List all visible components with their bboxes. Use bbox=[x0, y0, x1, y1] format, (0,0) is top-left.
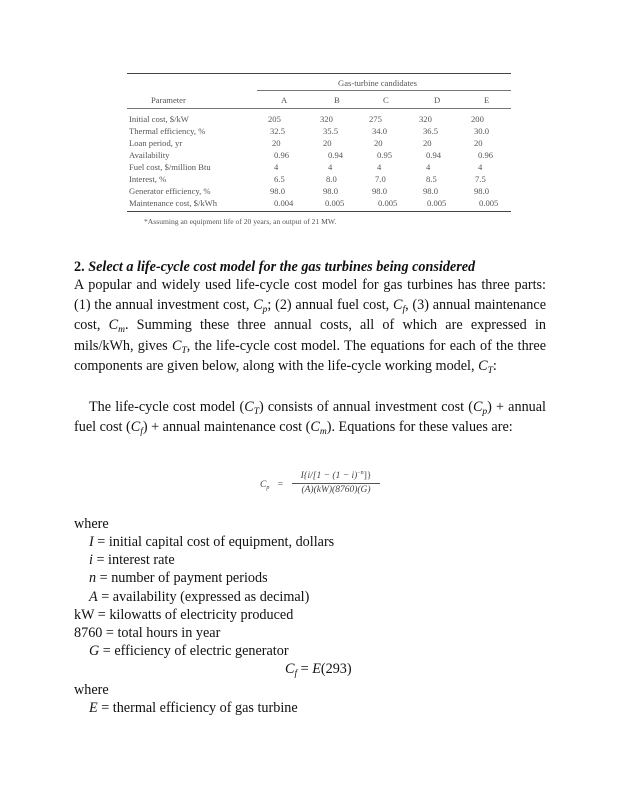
table-cell: 36.5 bbox=[423, 126, 439, 136]
col-header-d: D bbox=[434, 95, 441, 105]
table-cell: 320 bbox=[419, 114, 432, 124]
def-symbol: A bbox=[89, 589, 98, 605]
eq-numerator bbox=[292, 470, 380, 481]
table-cell: 20 bbox=[474, 138, 483, 148]
def-text: = thermal efficiency of gas turbine bbox=[97, 700, 298, 716]
eq-lhs-sub: p bbox=[266, 485, 270, 491]
symbol: C bbox=[478, 357, 488, 374]
col-header-a: A bbox=[281, 95, 288, 105]
table-cell: 0.004 bbox=[274, 198, 294, 208]
table-cell: 0.96 bbox=[478, 150, 494, 160]
table-cell: 98.0 bbox=[323, 186, 339, 196]
subscript: f bbox=[140, 427, 143, 438]
subscript: f bbox=[402, 305, 406, 316]
symbol: C bbox=[244, 399, 254, 415]
header-rule bbox=[127, 108, 511, 109]
def-text: = initial capital cost of equipment, dollars bbox=[93, 534, 335, 550]
subscript: p bbox=[482, 407, 488, 417]
subscript: T bbox=[253, 407, 259, 417]
eq2-lhs: C bbox=[285, 661, 295, 677]
col-header-c: C bbox=[383, 95, 389, 105]
eq-denominator bbox=[292, 485, 380, 495]
text-run: ). Equations for these values are: bbox=[326, 419, 513, 436]
text-run: ; (2) annual fuel cost, bbox=[267, 297, 393, 314]
row-label: Interest, % bbox=[129, 174, 167, 184]
def-text: = efficiency of electric generator bbox=[99, 643, 289, 659]
eq-exponent: −n bbox=[357, 470, 364, 476]
table-cell: 6.5 bbox=[274, 174, 285, 184]
text-run: A popular and widely used life-cycle cost model for gas turbines has three parts: (1) the annual investment cost, bbox=[74, 277, 546, 314]
param-header: Parameter bbox=[151, 95, 186, 105]
where-label-2: where bbox=[74, 682, 109, 698]
section-heading bbox=[74, 258, 475, 276]
table-cell: 0.005 bbox=[479, 198, 499, 208]
def-symbol: E bbox=[89, 700, 98, 716]
row-label: Initial cost, $/kW bbox=[129, 114, 189, 124]
section-title: Select a life-cycle cost model for the gas turbines being considered bbox=[88, 259, 476, 275]
col-header-b: B bbox=[334, 95, 340, 105]
definition-a bbox=[89, 588, 309, 606]
eq2-equals: = bbox=[297, 661, 313, 677]
eq2-symbol: E bbox=[312, 661, 321, 677]
definition-g bbox=[89, 642, 289, 660]
eq2-sub: f bbox=[294, 669, 298, 679]
text-run: , the life-cycle cost model. The equations for each of the three components are given below, along with the life-cycle working model, bbox=[74, 337, 546, 374]
table-cell: 8.0 bbox=[326, 174, 337, 184]
table-cell: 20 bbox=[374, 138, 383, 148]
text-run: : bbox=[492, 357, 497, 374]
text-run: ) consists of annual investment cost ( bbox=[258, 399, 473, 415]
text-run: The life-cycle cost model ( bbox=[89, 399, 245, 415]
eq-lhs: C bbox=[260, 480, 267, 490]
def-text: = number of payment periods bbox=[96, 570, 268, 586]
section-number: 2. bbox=[74, 259, 85, 275]
row-label: Loan period, yr bbox=[129, 138, 183, 148]
text-run: , (3) annual maintenance cost, bbox=[74, 297, 546, 334]
text-run: ) + annual maintenance cost ( bbox=[142, 419, 311, 436]
table-cell: 98.0 bbox=[423, 186, 439, 196]
table-cell: 7.0 bbox=[375, 174, 386, 184]
symbol: C bbox=[108, 317, 119, 334]
table-cell: 7.5 bbox=[475, 174, 486, 184]
table-cell: 320 bbox=[320, 114, 333, 124]
table-cell: 0.95 bbox=[377, 150, 393, 160]
table-cell: 4 bbox=[426, 162, 431, 172]
table-cell: 98.0 bbox=[474, 186, 490, 196]
eq-numerator-text: I{i/[1 − (1 − i) bbox=[300, 471, 358, 482]
row-label: Fuel cost, $/million Btu bbox=[129, 162, 211, 172]
table-cell: 0.005 bbox=[378, 198, 398, 208]
definition-kw: kW = kilowatts of electricity produced bbox=[74, 607, 294, 623]
def-symbol: G bbox=[89, 643, 100, 659]
table-cell: 98.0 bbox=[372, 186, 388, 196]
subscript: T bbox=[181, 345, 187, 356]
symbol: C bbox=[253, 297, 263, 314]
row-label: Generator efficiency, % bbox=[129, 186, 211, 196]
row-label: Maintenance cost, $/kWh bbox=[129, 198, 218, 208]
table-cell: 0.94 bbox=[426, 150, 442, 160]
symbol: C bbox=[171, 337, 182, 354]
table-cell: 200 bbox=[471, 114, 484, 124]
definition-8760: 8760 = total hours in year bbox=[74, 625, 221, 641]
subscript: p bbox=[262, 305, 268, 316]
eq-denominator-text: (A)(kW)(8760)(G) bbox=[301, 485, 371, 495]
where-label: where bbox=[74, 516, 109, 532]
table-cell: 4 bbox=[274, 162, 279, 172]
symbol: C bbox=[472, 399, 483, 415]
group-header: Gas-turbine candidates bbox=[338, 78, 417, 88]
subscript: m bbox=[319, 427, 327, 438]
def-symbol: i bbox=[89, 552, 93, 568]
table-cell: 20 bbox=[323, 138, 332, 148]
subscript: T bbox=[487, 365, 493, 376]
table-cell: 4 bbox=[328, 162, 333, 172]
table-cell: 30.0 bbox=[474, 126, 490, 136]
def-symbol: I bbox=[89, 534, 94, 550]
row-label: Thermal efficiency, % bbox=[129, 126, 206, 136]
eq2-rest: (293) bbox=[320, 661, 352, 677]
table-cell: 0.005 bbox=[325, 198, 345, 208]
def-text: = interest rate bbox=[92, 552, 175, 568]
table-cell: 34.0 bbox=[372, 126, 388, 136]
text-run: ) + annual fuel cost ( bbox=[74, 399, 546, 436]
group-underline bbox=[257, 90, 511, 91]
table-cell: 98.0 bbox=[270, 186, 286, 196]
table-footnote: *Assuming an equipment life of 20 years, an output of 21 MW. bbox=[144, 217, 337, 226]
symbol: C bbox=[393, 297, 403, 314]
def-symbol: n bbox=[89, 570, 97, 586]
table-cell: 8.5 bbox=[426, 174, 437, 184]
definition-i bbox=[89, 551, 175, 569]
table-cell: 20 bbox=[272, 138, 281, 148]
table-cell: 35.5 bbox=[323, 126, 339, 136]
table-cell: 4 bbox=[377, 162, 382, 172]
table-top-rule bbox=[127, 73, 511, 74]
paragraph-1 bbox=[74, 275, 546, 376]
table-cell: 0.96 bbox=[274, 150, 290, 160]
table-cell: 205 bbox=[268, 114, 281, 124]
subscript: m bbox=[118, 325, 125, 336]
table-cell: 32.5 bbox=[270, 126, 286, 136]
eq-numerator-end: ]} bbox=[363, 471, 372, 482]
def-text: = availability (expressed as decimal) bbox=[97, 589, 310, 605]
table-cell: 4 bbox=[478, 162, 483, 172]
definition-n bbox=[89, 569, 268, 587]
symbol: C bbox=[310, 419, 320, 436]
table-bottom-rule bbox=[127, 211, 511, 212]
table-cell: 20 bbox=[423, 138, 432, 148]
paragraph-2 bbox=[74, 397, 546, 437]
table-cell: 275 bbox=[369, 114, 382, 124]
definition-e bbox=[89, 699, 298, 717]
eq-equals: = bbox=[277, 480, 284, 490]
equation-cf bbox=[285, 660, 352, 678]
definition-i-cap bbox=[89, 533, 334, 551]
table-cell: 0.005 bbox=[427, 198, 447, 208]
text-run: . Summing these three annual costs, all of which are expressed in mils/kWh, gives bbox=[74, 317, 546, 354]
col-header-e: E bbox=[484, 95, 490, 105]
symbol: C bbox=[130, 419, 141, 436]
row-label: Availability bbox=[129, 150, 170, 160]
eq-fraction-bar bbox=[292, 483, 380, 484]
table-cell: 0.94 bbox=[328, 150, 344, 160]
